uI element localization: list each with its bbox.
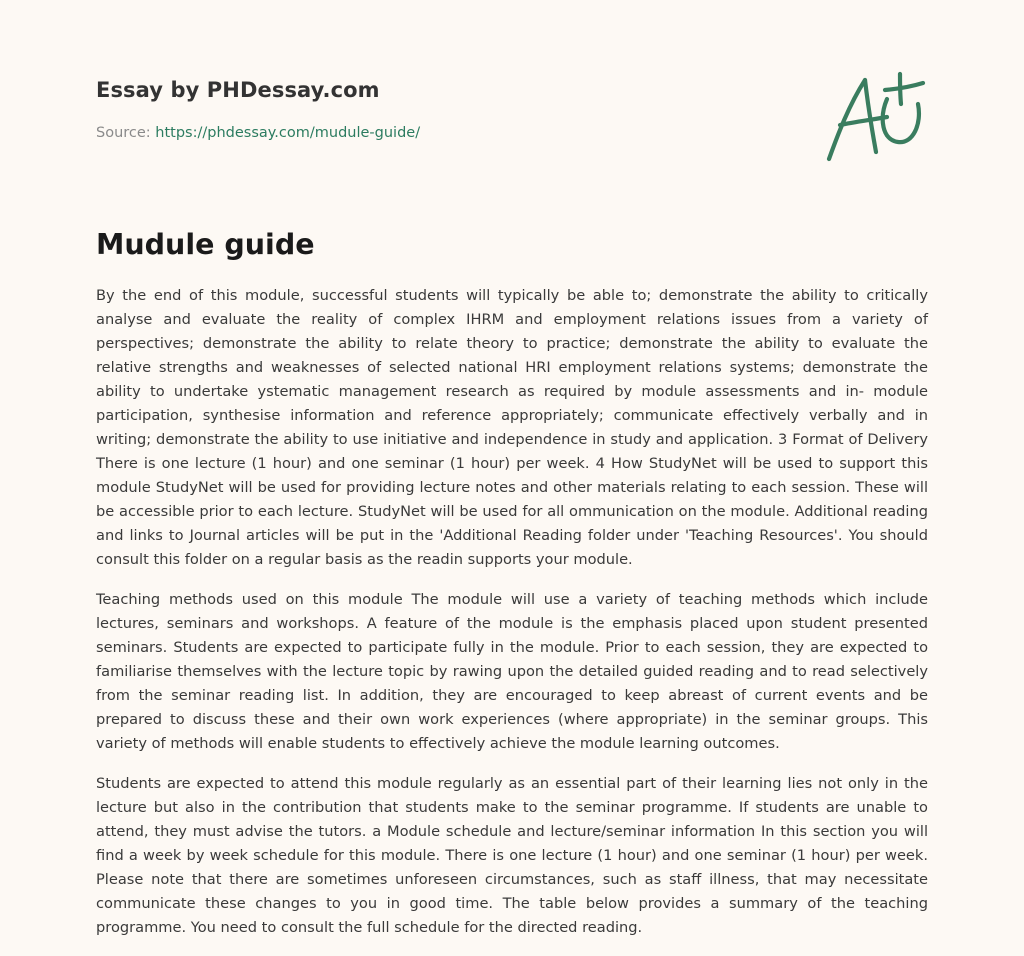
essay-title: Mudule guide: [96, 228, 315, 261]
essay-body: [96, 284, 928, 956]
a-plus-grade-icon: [824, 68, 926, 164]
essay-paragraph: Teaching methods used on this module The module will use a variety of teaching methods which include lectures, seminars and workshops. A feature of the module is the emphasis placed upon student presented seminars. Students are expected to participate fully in the module. Prior to each session, they are expected to familiarise themselves with the lecture topic by rawing upon the detailed guided reading and to read selectively from the seminar reading list. In addition, they are encouraged to keep abreast of current events and be prepared to discuss these and their own work experiences (where appropriate) in the seminar groups. This variety of methods will enable students to effectively achieve the module learning outcomes.: [96, 591, 928, 752]
essay-paragraph: Students are expected to attend this module regularly as an essential part of their learning lies not only in the lecture but also in the contribution that students make to the seminar programme. If students are unable to attend, they must advise the tutors. a Module schedule and lecture/seminar information In this section you will find a week by week schedule for this module. There is one lecture (1 hour) and one seminar (1 hour) per week. Please note that there are sometimes unforeseen circumstances, such as staff illness, that may necessitate communicate these changes to you in good time. The table below provides a summary of the teaching programme. You need to consult the full schedule for the directed reading.: [96, 775, 928, 936]
source-link[interactable]: https://phdessay.com/mudule-guide/: [155, 125, 421, 141]
essay-paragraph: By the end of this module, successful students will typically be able to; demonstrate the ability to critically analyse and evaluate the reality of complex IHRM and employment relations issues from a variety of perspectives; demonstrate the ability to relate theory to practice; demonstrate the ability to evaluate the relative strengths and weaknesses of selected national HRI employment relations systems; demonstrate the ability to undertake ystematic management research as required by module assessments and in- module participation, synthesise information and reference appropriately; communicate effectively verbally and in writing; demonstrate the ability to use initiative and independence in study and application. 3 Format of Delivery There is one lecture (1 hour) and one seminar (1 hour) per week. 4 How StudyNet will be used to support this module StudyNet will be used for providing lecture notes and other materials relating to each session. These will be accessible prior to each lecture. StudyNet will be used for all ommunication on the module. Additional reading and links to Journal articles will be put in the 'Additional Reading folder under 'Teaching Resources'. You should consult this folder on a regular basis as the readin supports your module.: [96, 287, 928, 568]
source-line: [96, 123, 420, 143]
brand-title: Essay by PHDessay.com: [96, 78, 380, 102]
source-label: Source:: [96, 125, 156, 141]
